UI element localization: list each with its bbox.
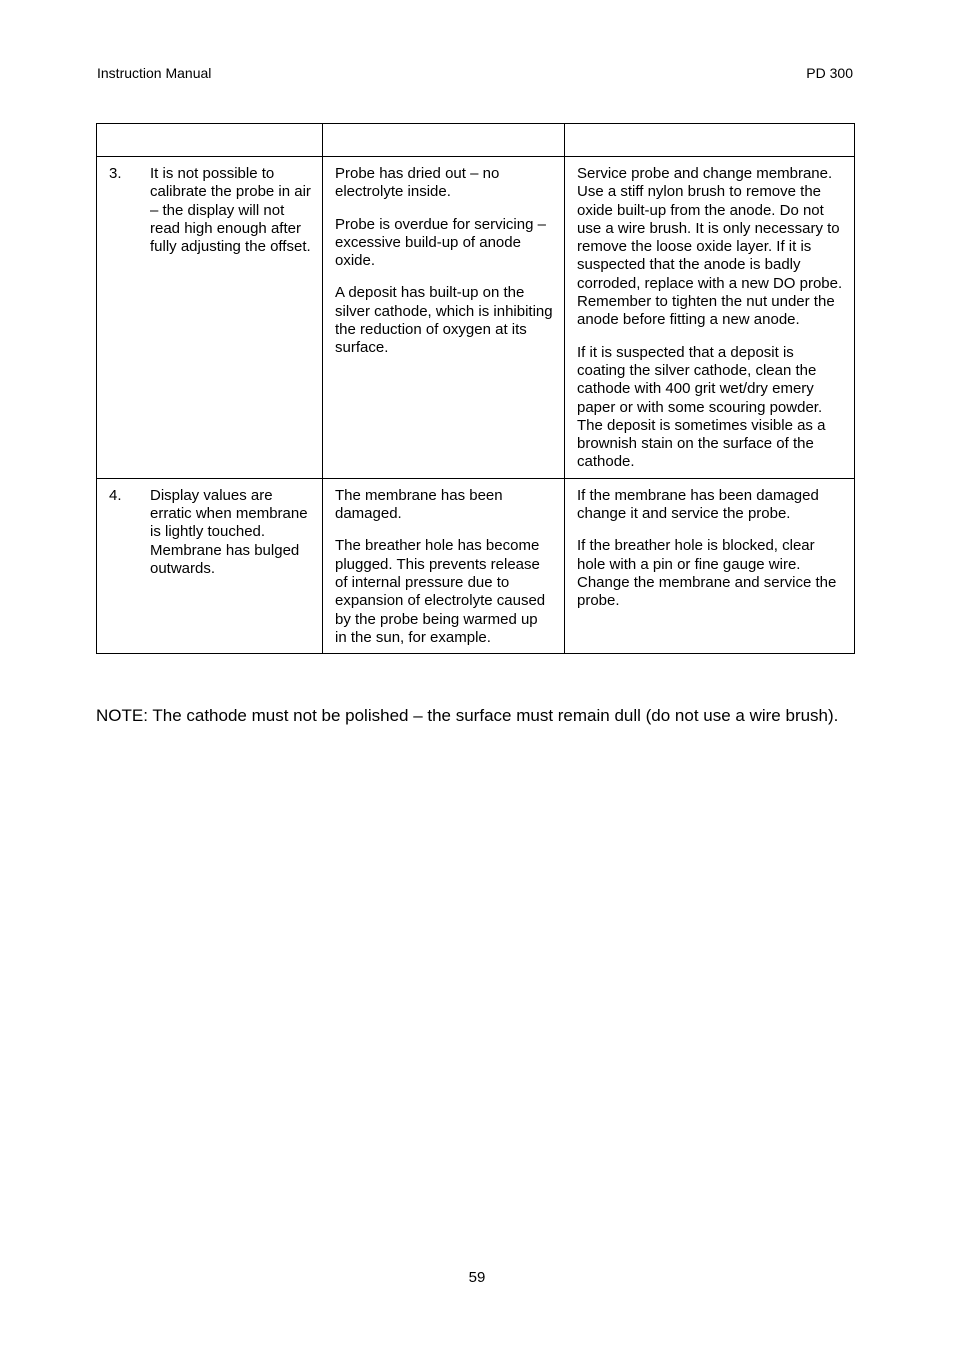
troubleshooting-table <box>96 123 855 654</box>
fault-description: It is not possible to calibrate the probe in air – the display will not read high enough after fully adjusting the offset. <box>150 165 311 256</box>
table-header-row <box>97 124 855 157</box>
remedy-paragraph: If the breather hole is blocked, clear hole with a pin or fine gauge wire. Change the membrane and service the probe. <box>577 537 837 610</box>
cause-paragraph: The membrane has been damaged. <box>335 486 503 523</box>
cause-paragraph: The breather hole has become plugged. This prevents release of internal pressure due to expansion of electrolyte caused by the probe being warmed up in the sun, for example. <box>335 537 546 646</box>
fault-cell <box>97 478 323 653</box>
header-model: PD 300 <box>806 65 853 81</box>
remedy-cell <box>565 157 855 479</box>
table-header-cell <box>323 124 565 157</box>
note-paragraph: NOTE: The cathode must not be polished – the surface must remain dull (do not use a wire brush). <box>96 706 839 725</box>
cause-cell <box>323 478 565 653</box>
remedy-paragraph: If it is suspected that a deposit is coating the silver cathode, clean the cathode with 400 grit wet/dry emery paper or with some scouring powder. The deposit is sometimes visible as a brownish stain on the surface of the cathode. <box>577 343 826 471</box>
page-number: 59 <box>468 1269 486 1286</box>
cause-cell <box>323 157 565 479</box>
table-row <box>97 478 855 653</box>
remedy-paragraph: Service probe and change membrane. Use a stiff nylon brush to remove the oxide built-up from the anode. Do not use a wire brush. It is only necessary to remove the loose oxide layer. If it is suspected that the anode is badly corroded, replace with a new DO probe. Remember to tighten the nut under the anode before fitting a new anode. <box>577 165 843 329</box>
cause-paragraph: A deposit has built-up on the silver cathode, which is inhibiting the reduction of oxygen at its surface. <box>335 284 553 357</box>
remedy-paragraph: If the membrane has been damaged change it and service the probe. <box>577 486 819 523</box>
row-number: 3. <box>109 165 122 182</box>
fault-cell <box>97 157 323 479</box>
row-number: 4. <box>109 486 122 504</box>
table-row <box>97 157 855 479</box>
header-title: Instruction Manual <box>97 65 212 81</box>
table-header-cell <box>97 124 323 157</box>
cause-paragraph: Probe has dried out – no electrolyte inside. <box>335 165 500 201</box>
remedy-cell <box>565 478 855 653</box>
cause-paragraph: Probe is overdue for servicing – excessive build-up of anode oxide. <box>335 215 546 270</box>
table-header-cell <box>565 124 855 157</box>
fault-description: Display values are erratic when membrane is lightly touched. Membrane has bulged outwards. <box>150 486 308 577</box>
